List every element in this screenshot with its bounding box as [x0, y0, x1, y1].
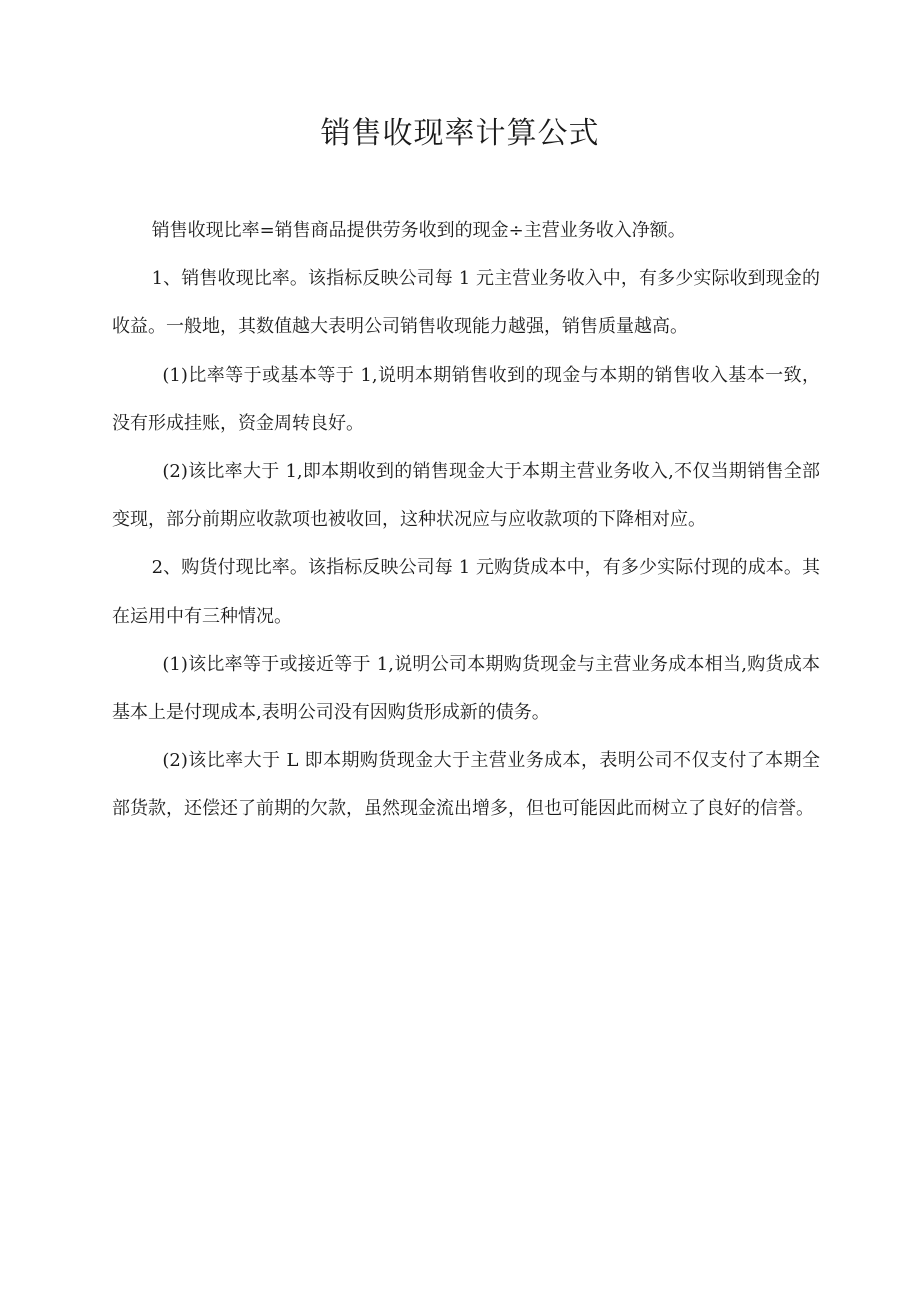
paragraph-sales-cash-ratio: 1、销售收现比率。该指标反映公司每 1 元主营业务收入中，有多少实际收到现金的收益。一般地，其数值越大表明公司销售收现能力越强，销售质量越高。: [112, 268, 820, 338]
document-title: 销售收现率计算公式: [320, 116, 600, 151]
paragraph-purchase-cash-ratio: 2、购货付现比率。该指标反映公司每 1 元购货成本中，有多少实际付现的成本。其在运用中有三种情况。: [112, 557, 820, 627]
document-body: [112, 207, 820, 834]
paragraph-purchase-ratio-above-one: (2)该比率大于 L 即本期购货现金大于主营业务成本，表明公司不仅支付了本期全部货款，还偿还了前期的欠款，虽然现金流出增多，但也可能因此而树立了良好的信誉。: [112, 750, 820, 820]
paragraph-sales-ratio-equal-one: (1)比率等于或基本等于 1,说明本期销售收到的现金与本期的销售收入基本一致，没有形成挂账，资金周转良好。: [112, 364, 820, 434]
paragraph-purchase-ratio-equal-one: (1)该比率等于或接近等于 1,说明公司本期购货现金与主营业务成本相当,购货成本基本上是付现成本,表明公司没有因购货形成新的债务。: [112, 653, 820, 724]
paragraph-sales-ratio-above-one: (2)该比率大于 1,即本期收到的销售现金大于本期主营业务收入,不仅当期销售全部变现，部分前期应收款项也被收回，这种状况应与应收款项的下降相对应。: [112, 461, 820, 531]
paragraph-formula: 销售收现比率=销售商品提供劳务收到的现金÷主营业务收入净额。: [151, 220, 686, 241]
